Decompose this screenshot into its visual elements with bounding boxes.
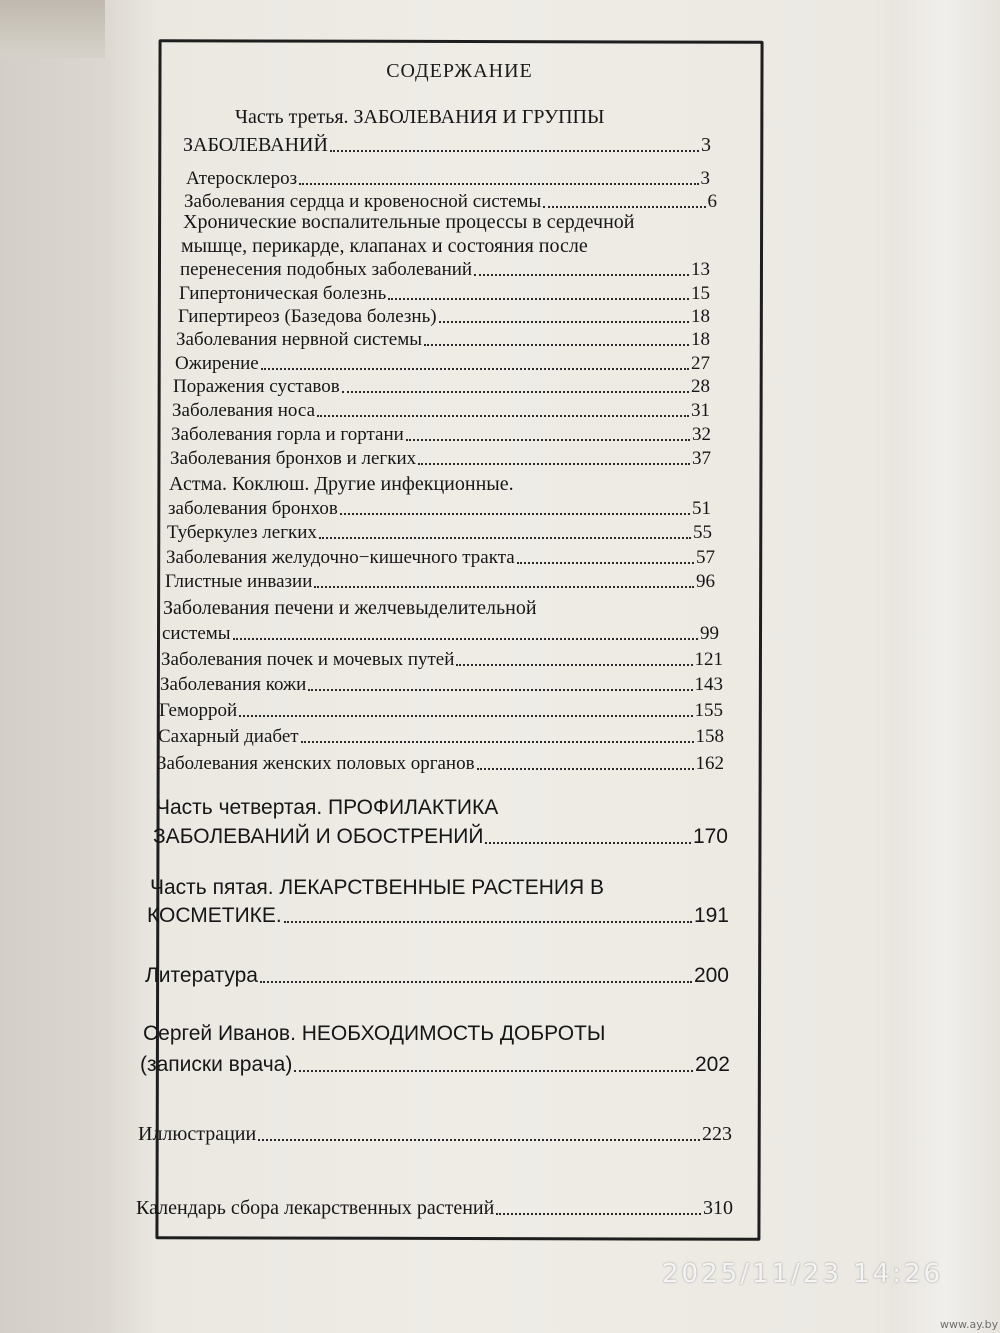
leader-dots xyxy=(340,513,690,515)
entry-title: Заболевания сердца и кровеносной системы xyxy=(184,191,542,212)
leader-dots xyxy=(319,537,691,539)
entry-title: Иллюстрации xyxy=(138,1123,257,1145)
leader-dots xyxy=(543,206,705,208)
entry-line-heart-chronic-1: Хронические воспалительные процессы в сердечной xyxy=(183,211,635,233)
entry-line-heart-chronic-2: мышце, перикарде, клапанах и состояния после xyxy=(181,235,588,257)
leader-dots xyxy=(233,638,698,640)
leader-dots xyxy=(301,741,694,743)
entry-page: 28 xyxy=(691,376,710,397)
leader-dots xyxy=(330,150,699,152)
toc-entry-skin xyxy=(160,674,723,696)
ivanov-title-line1: Сергей Иванов. НЕОБХОДИМОСТЬ ДОБРОТЫ xyxy=(143,1022,606,1045)
leader-dots xyxy=(314,586,694,588)
leader-dots xyxy=(294,1070,693,1072)
leader-dots xyxy=(406,439,690,441)
toc-entry-helminths xyxy=(165,571,715,593)
leader-dots xyxy=(261,368,689,370)
toc-entry-nervous xyxy=(176,329,710,351)
entry-page: 3 xyxy=(700,168,710,189)
leader-dots xyxy=(477,768,694,770)
entry-title: Заболевания горла и гортани xyxy=(171,424,404,445)
part3-entry xyxy=(183,134,711,157)
entry-title: Поражения суставов xyxy=(173,376,340,397)
entry-title: Ожирение xyxy=(175,353,259,374)
toc-entry-hemorrhoids xyxy=(159,700,723,722)
toc-entry-hyperthyroidism xyxy=(178,306,710,328)
entry-page: 96 xyxy=(696,571,715,592)
toc-entry-hypertension xyxy=(179,283,710,305)
toc-entry-heart-chronic xyxy=(180,259,710,281)
entry-title: перенесения подобных заболеваний xyxy=(180,259,473,280)
leader-dots xyxy=(239,715,692,717)
entry-title: Литература xyxy=(145,964,258,987)
entry-page: 99 xyxy=(700,623,719,644)
entry-page: 55 xyxy=(693,522,712,543)
part5-entry xyxy=(147,904,729,928)
entry-title: Заболевания бронхов и легких xyxy=(170,448,417,469)
part5-page: 191 xyxy=(693,904,729,927)
leader-dots xyxy=(299,183,698,185)
entry-title: Атеросклероз xyxy=(186,168,298,189)
leader-dots xyxy=(418,463,690,465)
leader-dots xyxy=(456,664,692,666)
entry-page: 51 xyxy=(692,498,711,519)
ivanov-page: 202 xyxy=(694,1053,730,1076)
entry-page: 27 xyxy=(691,353,710,374)
entry-page: 37 xyxy=(692,448,711,469)
toc-entry-bronchi xyxy=(170,448,711,470)
entry-title: Геморрой xyxy=(159,700,238,721)
entry-page: 31 xyxy=(691,400,710,421)
entry-page: 200 xyxy=(693,964,729,987)
leader-dots xyxy=(474,274,689,276)
entry-title: Заболевания нервной системы xyxy=(176,329,422,350)
part3-title-line2: ЗАБОЛЕВАНИЙ xyxy=(183,134,328,156)
entry-page: 15 xyxy=(691,283,710,304)
previous-page-edge xyxy=(0,58,110,1333)
leader-dots xyxy=(317,415,689,417)
entry-title: Глистные инвазии xyxy=(165,571,313,592)
part4-title-line1: Часть четвертая. ПРОФИЛАКТИКА xyxy=(156,796,499,819)
part4-page: 170 xyxy=(692,825,728,848)
entry-page: 155 xyxy=(694,700,723,721)
toc-entry-obesity xyxy=(175,353,710,375)
entry-title: Заболевания кожи xyxy=(160,674,307,695)
ivanov-entry xyxy=(140,1053,730,1077)
toc-entry-throat xyxy=(171,424,711,446)
toc-entry-nose xyxy=(172,400,710,422)
toc-entry-female xyxy=(157,753,724,775)
toc-entry-calendar xyxy=(136,1197,733,1220)
photo-timestamp: 2025/11/23 14:26 xyxy=(662,1259,944,1289)
entry-line-asthma: Астма. Коклюш. Другие инфекционные. xyxy=(169,473,514,495)
entry-title: Заболевания женских половых органов xyxy=(157,753,475,774)
leader-dots xyxy=(342,391,689,393)
toc-entry-diabetes xyxy=(158,726,724,748)
ivanov-title-line2: (записки врача) xyxy=(140,1053,293,1076)
entry-page: 18 xyxy=(691,329,710,350)
entry-title: Заболевания носа xyxy=(172,400,316,421)
entry-page: 13 xyxy=(691,259,710,280)
entry-page: 6 xyxy=(707,191,717,212)
leader-dots xyxy=(485,842,691,844)
entry-title: Заболевания почек и мочевых путей xyxy=(161,649,455,670)
toc-entry-liver xyxy=(162,623,719,645)
entry-page: 223 xyxy=(702,1123,732,1145)
entry-page: 310 xyxy=(703,1197,733,1219)
part4-entry xyxy=(153,825,728,849)
entry-page: 18 xyxy=(691,306,710,327)
toc-heading: СОДЕРЖАНИЕ xyxy=(386,60,533,82)
part5-title-line2: КОСМЕТИКЕ. xyxy=(147,904,282,927)
toc-entry-illustrations xyxy=(138,1123,732,1146)
leader-dots xyxy=(424,344,689,346)
leader-dots xyxy=(517,562,694,564)
toc-entry-kidneys xyxy=(161,649,723,671)
entry-title: Гипертиреоз (Базедова болезнь) xyxy=(178,306,437,327)
part4-title-line2: ЗАБОЛЕВАНИЙ И ОБОСТРЕНИЙ xyxy=(153,825,484,848)
part3-page: 3 xyxy=(701,134,711,156)
leader-dots xyxy=(388,298,689,300)
toc-entry-heart xyxy=(184,191,717,213)
entry-title: Туберкулез легких xyxy=(167,522,317,543)
leader-dots xyxy=(496,1213,701,1215)
entry-title: заболевания бронхов xyxy=(168,498,338,519)
entry-title: Заболевания желудочно−кишечного тракта xyxy=(166,547,515,568)
entry-page: 158 xyxy=(695,726,724,747)
leader-dots xyxy=(308,689,692,691)
next-page-edge xyxy=(890,0,1000,1333)
leader-dots xyxy=(260,981,692,983)
entry-page: 162 xyxy=(695,753,724,774)
leader-dots xyxy=(258,1139,700,1141)
toc-entry-atherosclerosis xyxy=(186,168,710,190)
entry-page: 32 xyxy=(692,424,711,445)
toc-entry-asthma xyxy=(168,498,711,520)
entry-page: 143 xyxy=(694,674,723,695)
part3-title-line1: Часть третья. ЗАБОЛЕВАНИЯ И ГРУППЫ xyxy=(235,106,605,128)
part5-title-line1: Часть пятая. ЛЕКАРСТВЕННЫЕ РАСТЕНИЯ В xyxy=(150,876,605,899)
leader-dots xyxy=(439,321,689,323)
entry-title: Сахарный диабет xyxy=(158,726,299,747)
entry-line-liver: Заболевания печени и желчевыделительной xyxy=(163,597,537,619)
toc-entry-gastro xyxy=(166,547,715,569)
entry-title: Календарь сбора лекарственных растений xyxy=(136,1197,495,1219)
entry-page: 121 xyxy=(694,649,723,670)
toc-entry-literature xyxy=(145,964,729,988)
leader-dots xyxy=(284,921,692,923)
toc-entry-tuberculosis xyxy=(167,522,712,544)
entry-page: 57 xyxy=(696,547,715,568)
entry-title: системы xyxy=(162,623,231,644)
entry-title: Гипертоническая болезнь xyxy=(179,283,387,304)
toc-entry-joints xyxy=(173,376,710,398)
watermark: www.ay.by xyxy=(940,1318,999,1331)
